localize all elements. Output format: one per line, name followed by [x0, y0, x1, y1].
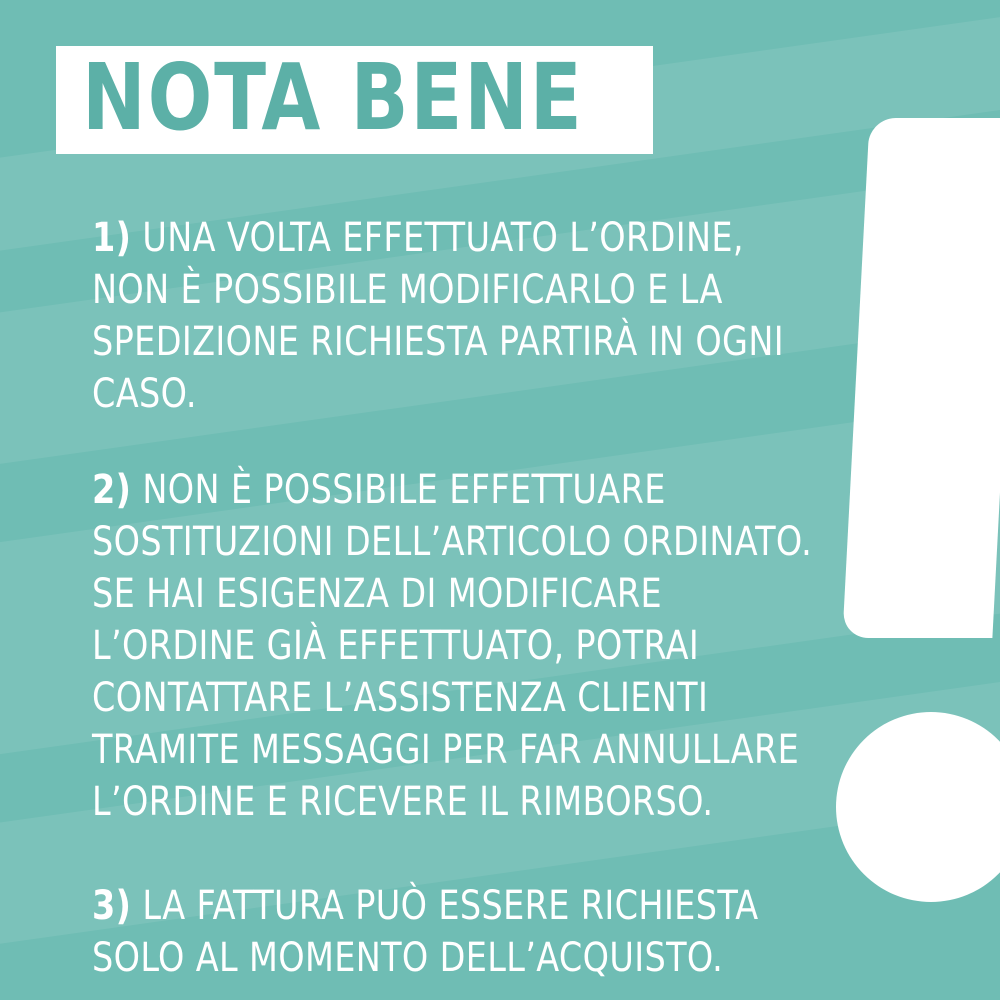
list-item — [92, 464, 827, 828]
list-item-number: 3) — [92, 883, 132, 929]
list-item-text: LA FATTURA PUÒ ESSERE RICHIESTA SOLO AL MOMENTO DELL’ACQUISTO. — [92, 883, 759, 981]
page-title — [56, 46, 653, 154]
list-item — [92, 880, 827, 984]
list-item-number: 1) — [92, 215, 132, 261]
list-item — [92, 212, 827, 420]
list-item-text: UNA VOLTA EFFETTUATO L’ORDINE, NON È POSSIBILE MODIFICARLO E LA SPEDIZIONE RICHIESTA PARTIRÀ IN OGNI CASO. — [92, 215, 784, 417]
list-item-number: 2) — [92, 467, 132, 513]
page-title-text: NOTA BENE — [82, 44, 584, 151]
list-item-text: NON È POSSIBILE EFFETTUARE SOSTITUZIONI DELL’ARTICOLO ORDINATO. SE HAI ESIGENZA DI MODIFICARE L’ORDINE GIÀ EFFETTUATO, POTRAI CONTATTARE L’ASSISTENZA CLIENTI TRAMITE MESSAGGI PER FAR ANNULLARE L’ORDINE E RICEVERE IL RIMBORSO. — [92, 467, 813, 825]
notes-list — [92, 212, 882, 984]
